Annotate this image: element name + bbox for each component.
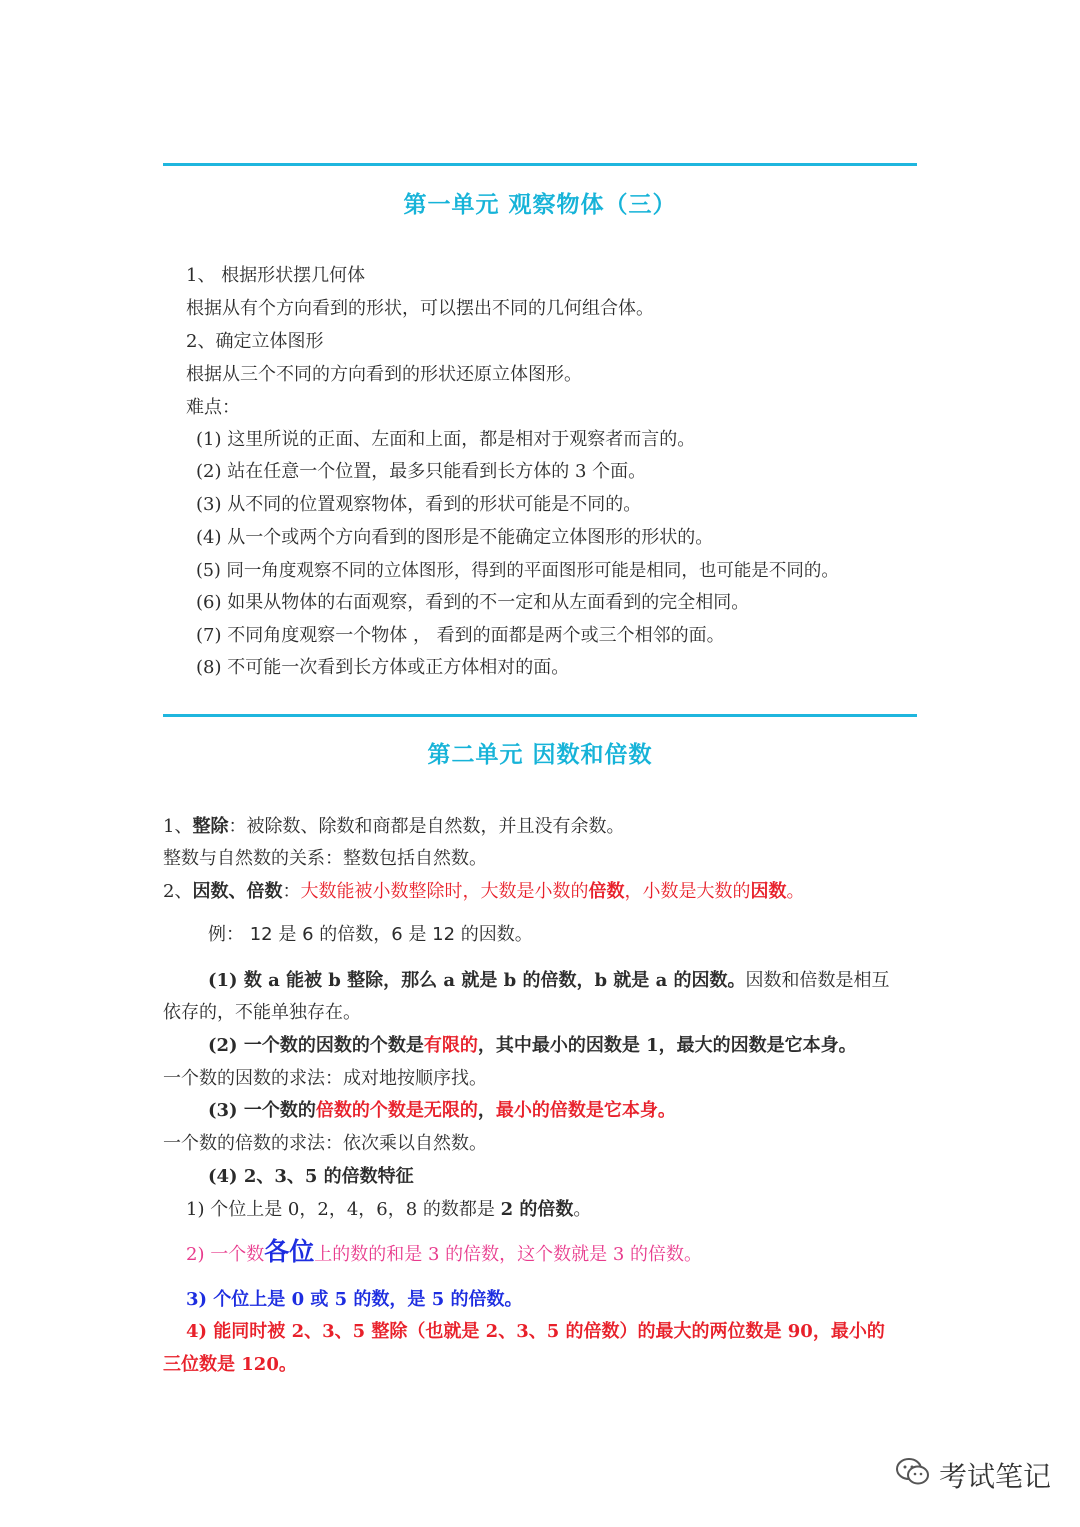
unit1-line-1: 1、 根据形状摆几何体 (186, 265, 366, 286)
unit1-line-4: 根据从三个不同的方向看到的形状还原立体图形。 (186, 364, 582, 385)
unit2-multiple-method: 一个数的倍数的求法：依次乘以自然数。 (163, 1133, 487, 1154)
point-3-smallest: 最小的倍数是它本身。 (495, 1100, 676, 1121)
rule-multiple-of-5: 3) 个位上是 0 或 5 的数，是 5 的倍数。 (186, 1289, 523, 1310)
unit1-point-3: (3) 从不同的位置观察物体，看到的形状可能是不同的。 (196, 494, 642, 515)
unit1-title: 第一单元 观察物体（三） (403, 192, 677, 218)
unit1-point-7: (7) 不同角度观察一个物体 ， 看到的面都是两个或三个相邻的面。 (196, 625, 725, 646)
unit2-example: 例： 12 是 6 的倍数，6 是 12 的因数。 (208, 924, 533, 945)
watermark (895, 1455, 1051, 1495)
point-1-rest: 因数和倍数是相互 (745, 970, 890, 991)
point-3-comma: ， (477, 1100, 496, 1121)
unit1-line-5: 难点： (186, 397, 240, 418)
unit1-top-rule (163, 163, 917, 166)
unit2-top-rule (163, 714, 917, 717)
unit2-point-4: (4) 2、3、5 的倍数特征 (208, 1166, 414, 1187)
rule-2-period: 。 (573, 1199, 592, 1220)
rule-multiple-of-235-cont: 三位数是 120。 (163, 1354, 297, 1375)
point-3-infinite: 倍数的个数是无限的 (315, 1100, 478, 1121)
unit2-line-factors-multiples (163, 878, 804, 906)
point-2-part: ，其中最小的因数是 1，最大的因数是它本身。 (477, 1035, 857, 1056)
point-2-finite: 有限的 (423, 1035, 478, 1056)
period: 。 (786, 881, 805, 902)
point-2-part: (2) 一个数的因数的个数是 (208, 1035, 424, 1056)
unit1-point-2: (2) 站在任意一个位置，最多只能看到长方体的 3 个面。 (196, 461, 647, 482)
unit2-factor-method: 一个数的因数的求法：成对地按顺序找。 (163, 1068, 487, 1089)
term-factor-multiple: 因数、倍数 (192, 881, 283, 902)
unit2-point-2 (208, 1032, 857, 1060)
unit1-line-2: 根据从有个方向看到的形状，可以摆出不同的几何组合体。 (186, 298, 654, 319)
wechat-icon (895, 1457, 931, 1494)
unit1-line-3: 2、确定立体图形 (186, 331, 324, 352)
unit2-line-divisible (163, 813, 624, 841)
point-3-part: (3) 一个数的 (208, 1100, 316, 1121)
item-number: 1、 (163, 816, 193, 837)
unit1-point-4: (4) 从一个或两个方向看到的图形是不能确定立体图形的形状的。 (196, 527, 714, 548)
definition-text: ：被除数、除数和商都是自然数，并且没有余数。 (228, 816, 625, 837)
rule-3-each-digit: 各位 (264, 1237, 315, 1266)
rule-multiple-of-235: 4) 能同时被 2、3、5 整除（也就是 2、3、5 的倍数）的最大的两位数是 90，最小的 (186, 1321, 885, 1342)
unit1-point-5: (5) 同一角度观察不同的立体图形，得到的平面图形可能是相同，也可能是不同的。 (196, 561, 839, 581)
unit2-point-1 (208, 967, 890, 995)
rule-3-part: 2) 一个数 (186, 1244, 265, 1265)
rule-2-bold: 2 的倍数 (500, 1199, 574, 1220)
unit1-point-8: (8) 不可能一次看到长方体或正方体相对的面。 (196, 657, 570, 678)
definition-part: 大数能被小数整除时，大数是小数的 (300, 881, 589, 902)
rule-3-part: 上的数的和是 3 的倍数，这个数就是 3 的倍数。 (314, 1244, 703, 1265)
rule-multiple-of-2 (186, 1196, 591, 1224)
unit2-point-1-cont: 依存的，不能单独存在。 (163, 1002, 361, 1023)
item-number: 2、 (163, 881, 193, 902)
colon: ： (282, 881, 301, 902)
term-factor: 因数 (750, 881, 787, 902)
watermark-text: 考试笔记 (939, 1460, 1052, 1493)
unit1-point-6: (6) 如果从物体的右面观察，看到的不一定和从左面看到的完全相同。 (196, 592, 750, 613)
rule-multiple-of-3 (186, 1238, 702, 1269)
definition-part: ，小数是大数的 (624, 881, 751, 902)
term-multiple: 倍数 (588, 881, 625, 902)
rule-2-text: 1) 个位上是 0，2，4，6，8 的数都是 (186, 1199, 501, 1220)
unit2-line-integers: 整数与自然数的关系：整数包括自然数。 (163, 848, 487, 869)
term-divisible: 整除 (192, 816, 229, 837)
unit1-point-1: (1) 这里所说的正面、左面和上面，都是相对于观察者而言的。 (196, 429, 696, 450)
unit2-title: 第二单元 因数和倍数 (427, 742, 653, 768)
point-1-bold: (1) 数 a 能被 b 整除，那么 a 就是 b 的倍数，b 就是 a 的因数。 (208, 970, 746, 991)
unit2-point-3 (208, 1097, 676, 1125)
